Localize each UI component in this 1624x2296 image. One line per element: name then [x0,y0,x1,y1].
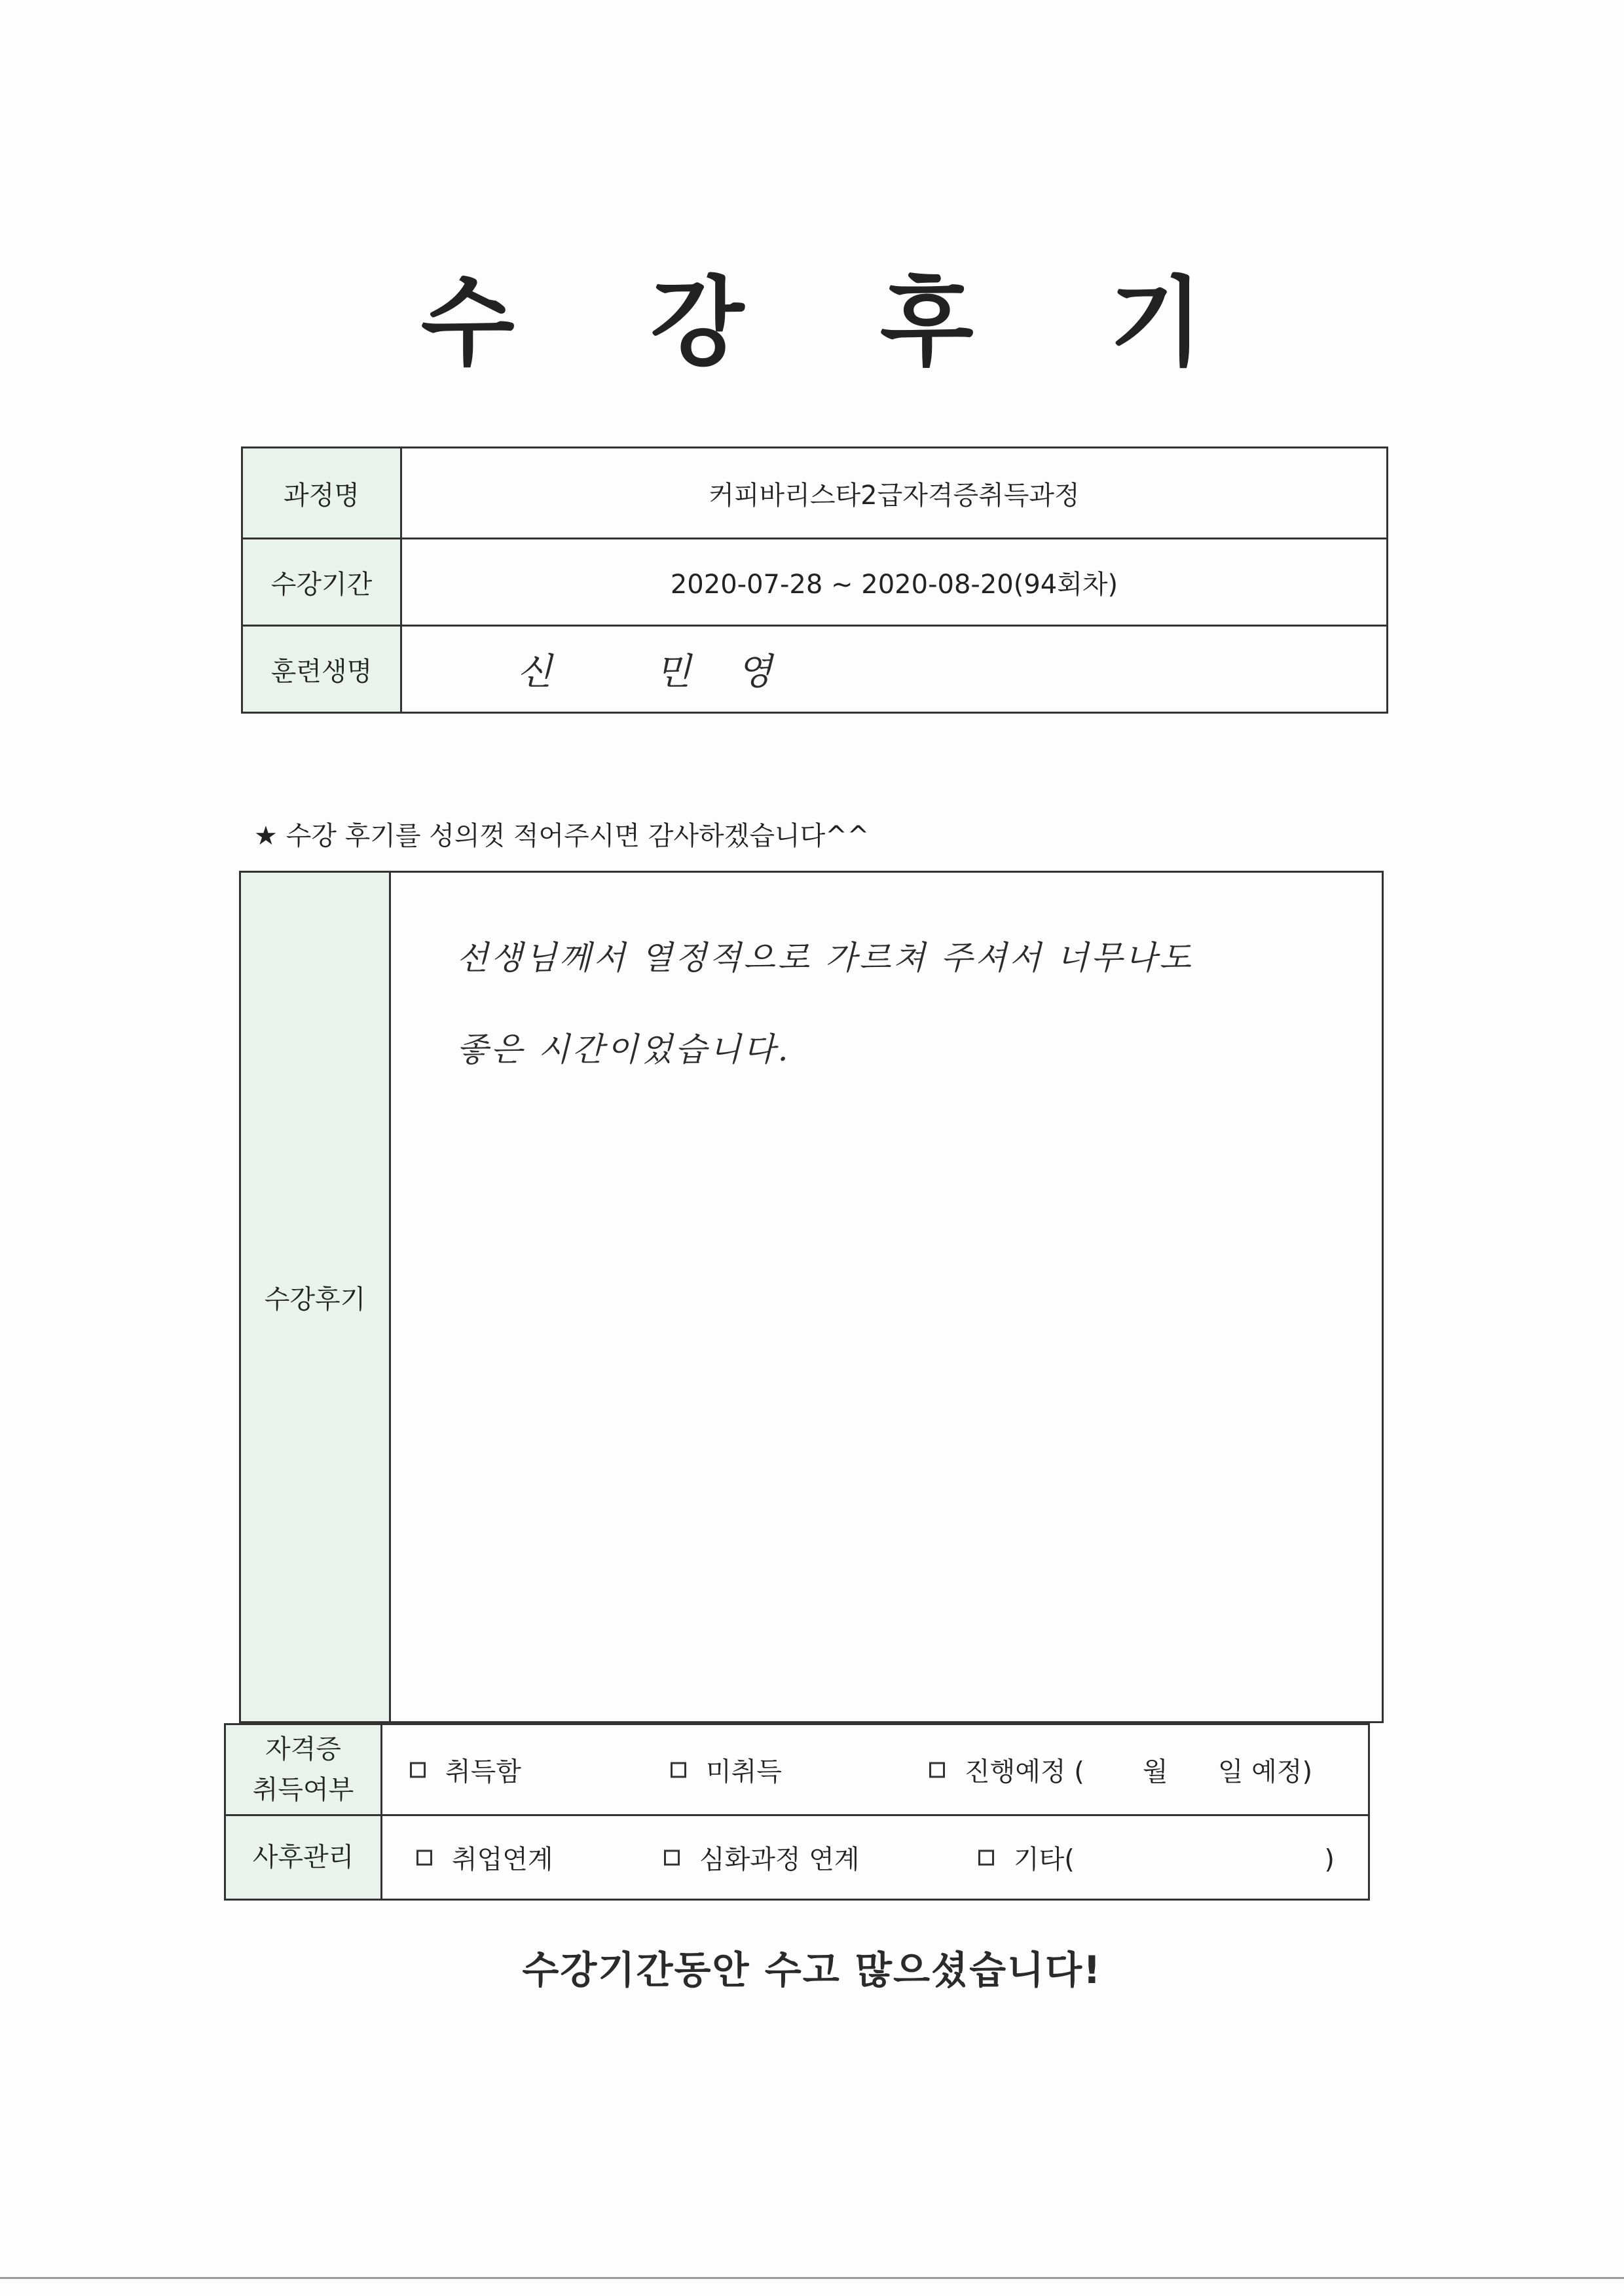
trainee-name-label: 훈련생명 [243,627,402,712]
notice-text: ★ 수강 후기를 성의껏 적어주시면 감사하겠습니다^^ [254,821,870,851]
aftercare-option-other[interactable] [978,1839,1335,1876]
review-line-2: 좋은 시간이었습니다. [456,1030,791,1068]
checkbox-icon[interactable] [929,1762,945,1777]
review-table [239,871,1384,1723]
aftercare-option-advanced-course[interactable] [664,1839,860,1876]
trainee-name-field[interactable] [402,627,1386,712]
period-row [243,538,1386,625]
option-label: 기타( ) [1014,1844,1335,1875]
course-label: 과정명 [243,448,402,538]
aftercare-label: 사후관리 [226,1816,382,1899]
checkbox-icon[interactable] [416,1850,432,1865]
certificate-row [226,1725,1368,1814]
course-info-table [241,446,1388,714]
review-line-1: 선생님께서 열정적으로 가르쳐 주셔서 너무나도 [456,939,1194,977]
course-value: 커피바리스타2급자격증취득과정 [709,480,1080,511]
status-table [224,1723,1370,1901]
period-label: 수강기간 [243,539,402,625]
form-title: 수 강 후 기 [420,266,1255,379]
certificate-option-not-acquired[interactable] [671,1751,782,1789]
review-text-area[interactable] [391,873,1382,1721]
period-value: 2020-07-28 ~ 2020-08-20(94회차) [670,569,1118,600]
option-label: 심화과정 연계 [699,1844,860,1875]
certificate-label-line2: 취득여부 [252,1775,354,1805]
checkbox-icon[interactable] [978,1850,994,1865]
checkbox-icon[interactable] [664,1850,680,1865]
certificate-label-line1: 자격증 [265,1734,341,1764]
course-row [243,448,1386,538]
checkbox-icon[interactable] [671,1762,686,1777]
trainee-name-value: 신 민영 [517,651,819,693]
aftercare-options [382,1816,1368,1899]
option-label: 미취득 [706,1757,782,1787]
checkbox-icon[interactable] [410,1762,426,1777]
option-label: 취업연계 [452,1844,553,1875]
aftercare-option-employment[interactable] [416,1839,553,1876]
option-label: 취득함 [445,1757,521,1787]
option-label: 진행예정 ( 월 일 예정) [965,1757,1313,1787]
trainee-name-row [243,625,1386,712]
certificate-options [382,1725,1368,1814]
review-label: 수강후기 [241,873,391,1721]
certificate-label [226,1725,382,1814]
closing-message: 수강기간동안 수고 많으셨습니다! [522,1948,1102,1992]
certificate-option-in-progress[interactable] [929,1751,1312,1789]
scan-edge-line [0,2277,1624,2279]
aftercare-row [226,1814,1368,1899]
certificate-option-acquired[interactable] [410,1751,521,1789]
